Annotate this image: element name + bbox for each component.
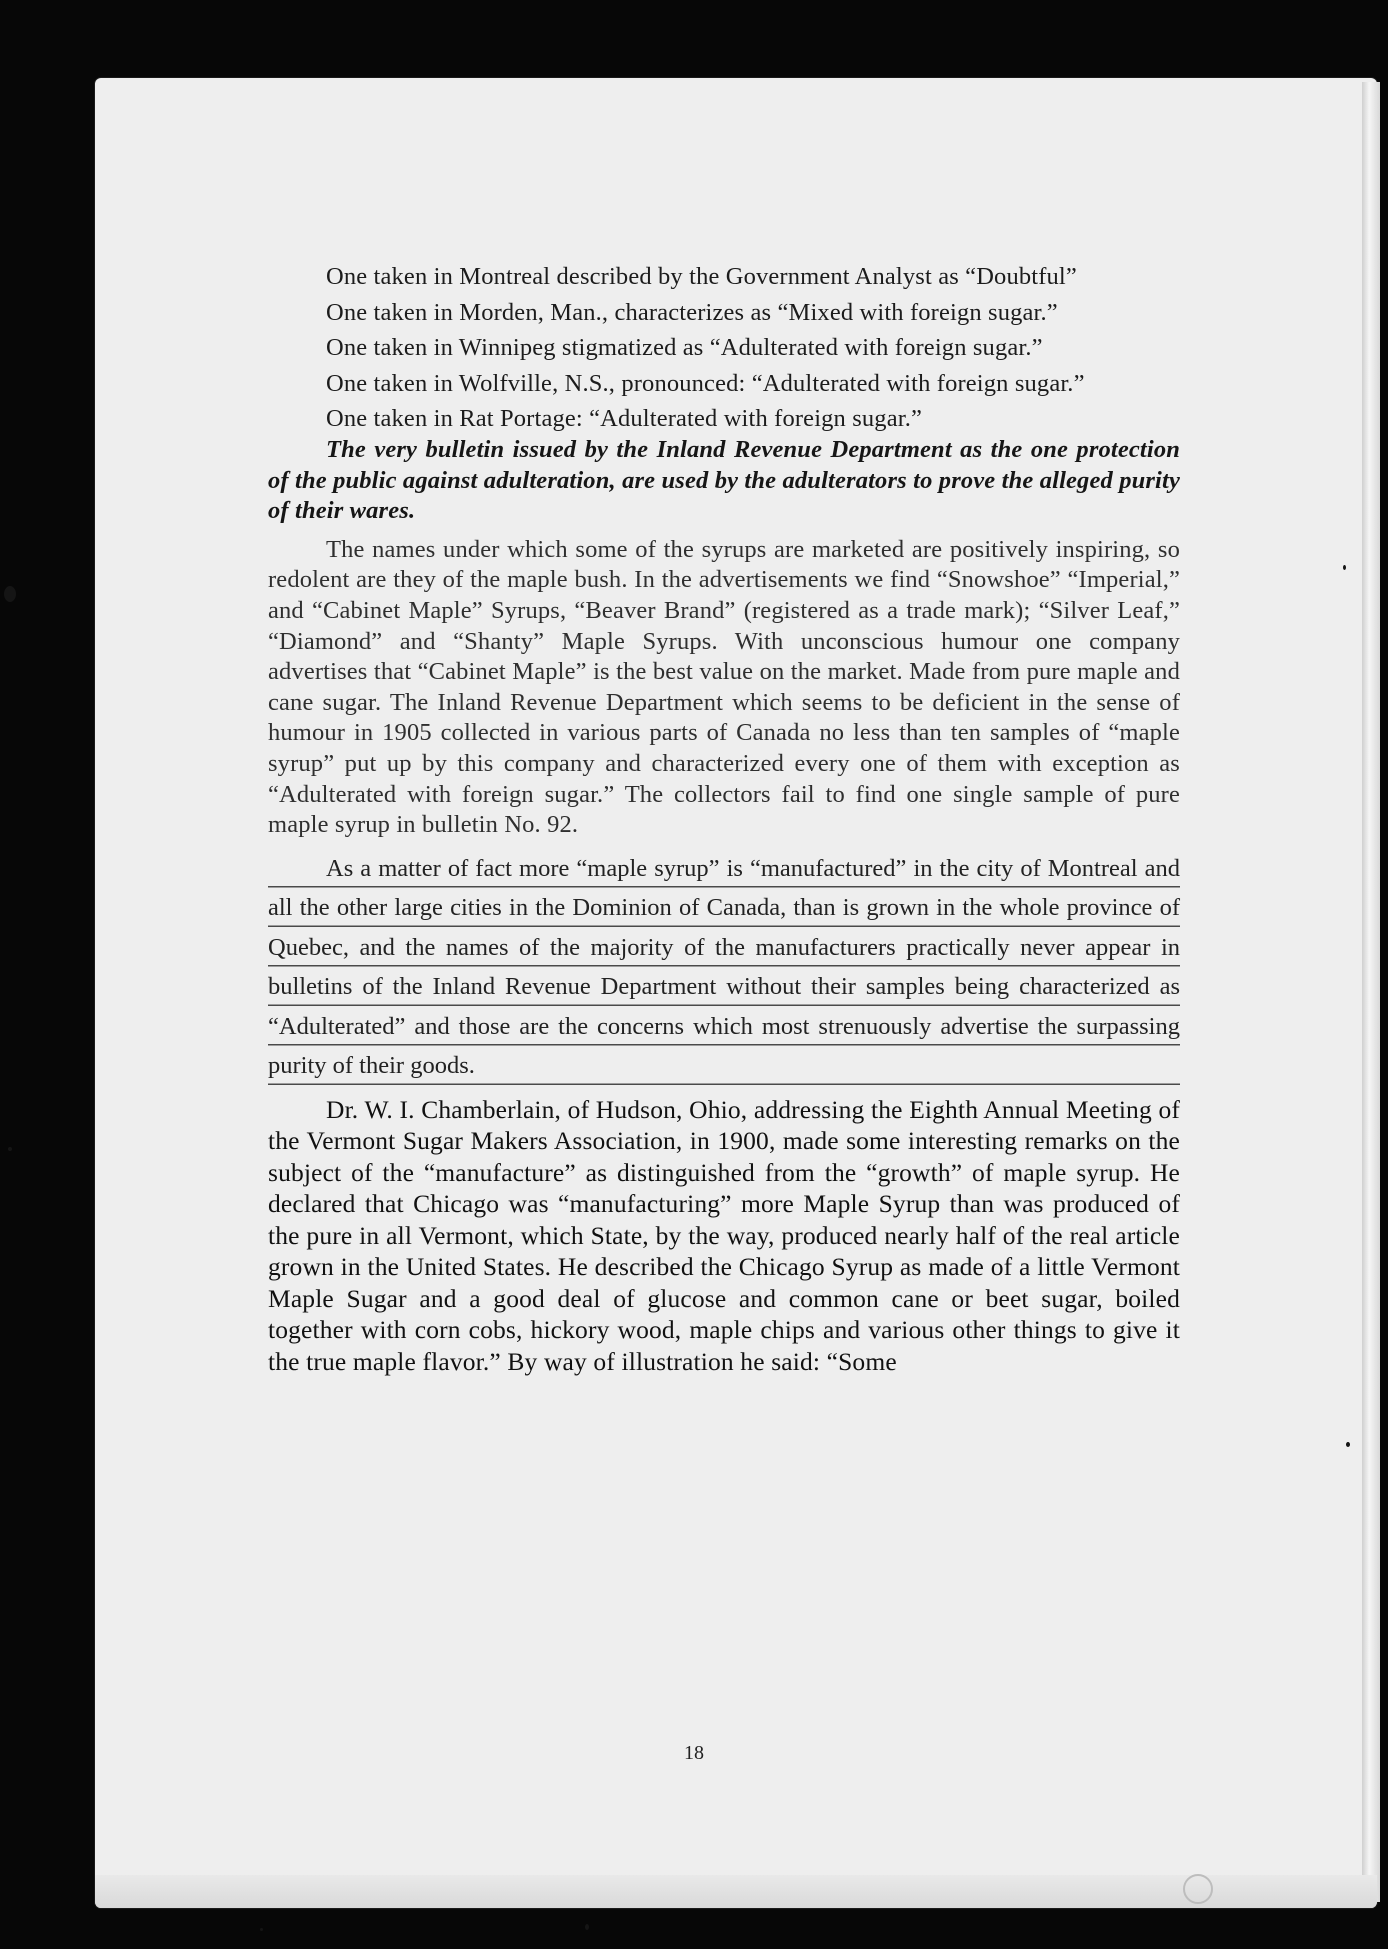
scan-ring-mark — [1183, 1874, 1213, 1904]
underlined-paragraph: As a matter of fact more “maple syrup” is “manufactured” in the city of Montreal and all the other large cities in the Dominion of Canada, than is grown in the whole province of Quebec, and the names of the majority of the manufacturers practically never appear in bulletins of the Inland Revenue Department without their samples being characterized as “Adulterated” and those are the concerns which most strenuously advertise the surpassing purity of their goods. — [268, 849, 1180, 1086]
document-body — [268, 262, 1180, 1377]
paragraph: One taken in Wolfville, N.S., pronounced: “Adulterated with foreign sugar.” — [326, 369, 1085, 397]
paragraph: One taken in Montreal described by the Government Analyst as “Doubtful” — [326, 263, 1077, 290]
paragraph: One taken in Morden, Man., characterizes as “Mixed with foreign sugar.” — [326, 298, 1058, 326]
page-edge — [1362, 82, 1380, 1902]
paragraph: Dr. W. I. Chamberlain, of Hudson, Ohio, addressing the Eighth Annual Meeting of the Vermont Sugar Makers Association, in 1900, made some interesting remarks on the subject of the “manufacture” as distinguished from the “growth” of maple syrup. He declared that Chicago was “manufacturing” more Maple Syrup than was produced of the pure in all Vermont, which State, by the way, produced nearly half of the real article grown in the United States. He described the Chicago Syrup as made of a little Vermont Maple Sugar and a good deal of glucose and common cane or beet sugar, boiled together with corn cobs, hickory wood, maple chips and various other things to give it the true maple flavor.” By way of illustration he said: “Some — [268, 1094, 1180, 1376]
paragraph: One taken in Rat Portage: “Adulterated with foreign sugar.” — [326, 405, 922, 433]
scan-speck — [1346, 1442, 1350, 1447]
scan-speck — [260, 1928, 263, 1931]
scan-speck — [585, 1924, 589, 1930]
paragraph: One taken in Winnipeg stigmatized as “Adulterated with foreign sugar.” — [326, 334, 1043, 362]
scan-speck — [1343, 565, 1346, 570]
scan-speck — [4, 586, 16, 602]
paragraph: The names under which some of the syrups are marketed are positively inspiring, so redolent are they of the maple bush. In the advertisements we find “Snowshoe” “Imperial,” and “Cabinet Maple” Syrups, “Beaver Brand” (registered as a trade mark); “Silver Leaf,” “Diamond” and “Shanty” Maple Syrups. With unconscious humour one company advertises that “Cabinet Maple” is the best value on the market. Made from pure maple and cane sugar. The Inland Revenue Department which seems to be deficient in the sense of humour in 1905 collected in various parts of Canada no less than ten samples of “maple syrup” put up by this company and characterized every one of them with exception as “Adulterated with foreign sugar.” The collectors fail to find one single sample of pure maple syrup in bulletin No. 92. — [268, 535, 1180, 839]
page-number: 18 — [684, 1742, 704, 1764]
italic-paragraph: The very bulletin issued by the Inland Revenue Department as the one protection of the public against adulteration, are used by the adulterators to prove the alleged purity of their wares. — [268, 435, 1180, 525]
scan-speck — [8, 1147, 12, 1151]
